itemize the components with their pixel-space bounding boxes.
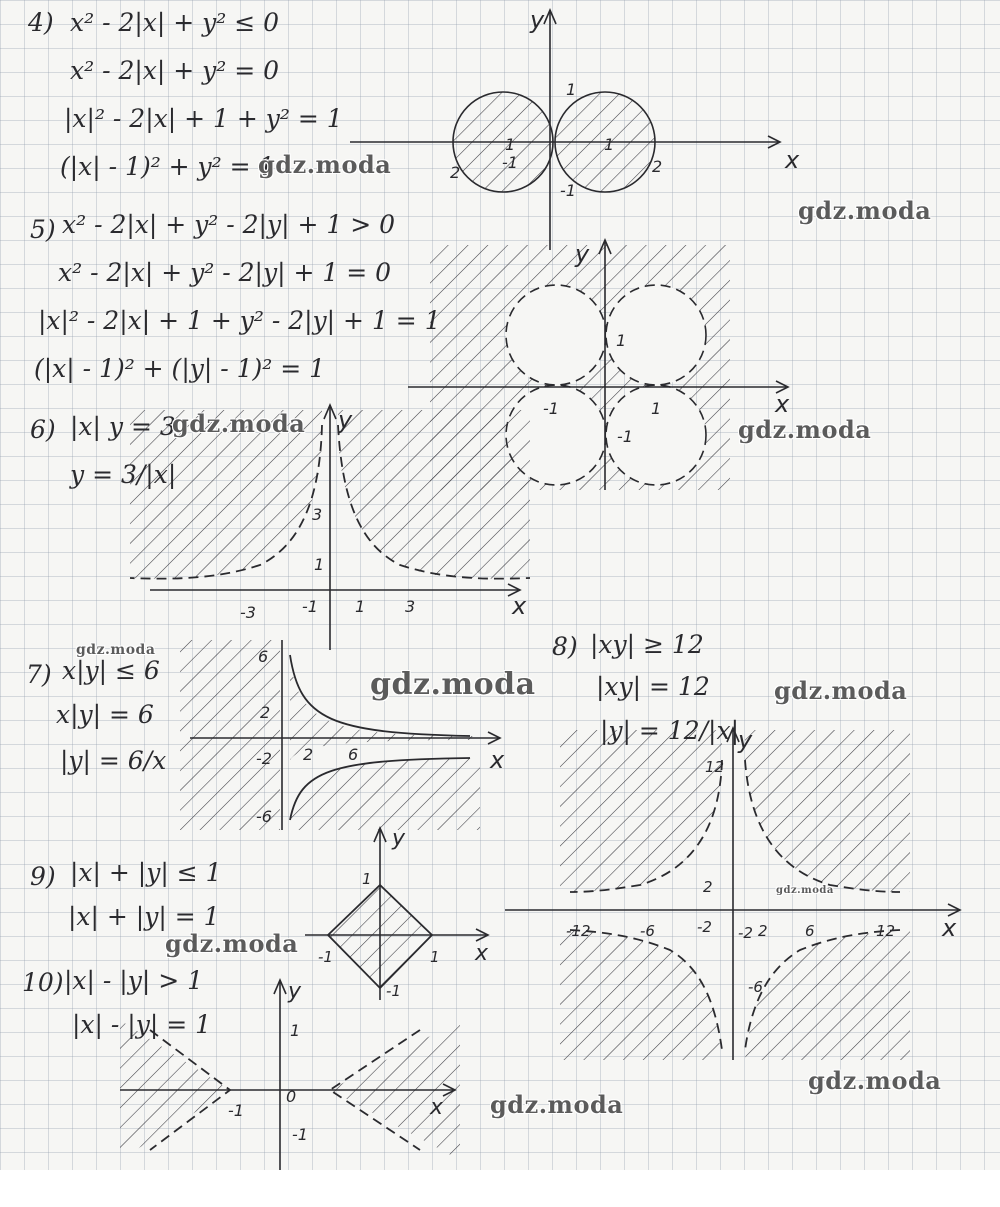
problem-4-line-4: (|x| - 1)² + y² = 1 [60,152,275,181]
problem-4-label: 4) [28,8,54,37]
tick-label: 2 [758,922,768,940]
graph-problem-10 [120,979,460,1170]
tick-label: -1 [228,1101,244,1120]
tick-label: 1 [616,331,627,350]
tick-label: -3 [240,603,256,622]
tick-label: 1 [604,135,615,154]
tick-label: -2 [256,749,272,768]
problem-5-line-1: x² - 2|x| + y² - 2|y| + 1 > 0 [62,210,396,239]
watermark-logo: gdz.moda [808,1066,942,1095]
problem-9-line-1: |x| + |y| ≤ 1 [70,858,222,887]
tick-label: 1 [566,80,577,99]
tick-label: 2 [450,163,461,182]
graph-problem-9 [305,826,489,1000]
tick-label: 1 [362,870,372,888]
hatched-region-upper-right [745,730,910,892]
watermark-logo: gdz.moda [370,667,536,702]
tick-label: 2 [260,703,271,722]
hatched-region-lower-right [745,930,910,1060]
axis-label-x: x [785,146,800,174]
tick-label: -1 [502,153,518,172]
problem-10-label: 10) [22,968,64,997]
problem-6-line-2: y = 3/|x| [70,460,177,489]
tick-label: 2 [303,745,314,764]
tick-label: -2 [697,918,712,936]
tick-label: -1 [617,427,633,446]
tick-label: -1 [302,597,318,616]
axis-label-x: x [430,1095,444,1120]
problem-4-line-1: x² - 2|x| + y² ≤ 0 [70,8,280,37]
tick-label: 2 [652,157,663,176]
watermark-logo: gdz.moda [490,1090,624,1119]
problem-9-label: 9) [30,862,56,891]
problem-5-line-3: |x|² - 2|x| + 1 + y² - 2|y| + 1 = 1 [38,306,441,335]
tick-label: -6 [256,807,272,826]
problem-9-line-2: |x| + |y| = 1 [68,902,220,931]
problem-6-line-1: |x| y = 3 [70,412,176,441]
axis-label-x: x [490,746,505,774]
watermark-logo: gdz.moda [774,676,908,705]
tick-label: -6 [748,978,763,996]
problem-8-line-2: |xy| = 12 [596,672,710,701]
problem-5-line-4: (|x| - 1)² + (|y| - 1)² = 1 [34,354,326,383]
graph-problem-8 [505,726,960,1060]
tick-label: 1 [290,1021,301,1040]
tick-label: 1 [430,948,440,966]
tick-label: 1 [505,135,516,154]
axis-label-x: x [942,914,957,942]
axis-label-y: y [575,240,590,268]
hatched-region-upper-left [560,730,725,892]
axis-label-x: x [475,941,489,966]
problem-7-label: 7) [26,660,52,689]
watermark-logo: gdz.moda [172,409,306,438]
axis-label-y: y [738,726,753,754]
tick-label: -1 [292,1125,308,1144]
tick-label: -2 [738,924,753,942]
tick-label: 1 [651,399,662,418]
page-bottom-margin [0,1170,1000,1207]
graph-problem-6 [130,405,530,650]
tick-label: 6 [805,922,815,940]
axis-label-y: y [338,406,353,434]
tick-label: 6 [348,745,359,764]
watermark-logo: gdz.moda [776,885,834,896]
problem-6-label: 6) [30,415,56,444]
watermark-logo: gdz.moda [738,415,872,444]
problem-10-line-1: |x| - |y| > 1 [64,966,204,995]
tick-label: 12 [705,758,725,776]
graph-problem-4 [350,6,800,250]
problem-5-line-2: x² - 2|x| + y² - 2|y| + 1 = 0 [58,258,392,287]
watermark-logo: gdz.moda [165,929,299,958]
problem-7-line-1: x|y| ≤ 6 [62,656,160,685]
hatched-region-right [338,410,530,579]
tick-label: 2 [703,878,713,896]
tick-label: 6 [258,647,269,666]
axis-label-y: y [288,979,302,1004]
tick-label: 3 [312,505,323,524]
problem-8-label: 8) [552,632,578,661]
tick-label: 1 [355,597,366,616]
watermark-logo: gdz.moda [258,150,392,179]
problem-4-line-3: |x|² - 2|x| + 1 + y² = 1 [64,104,343,133]
problem-10-line-2: |x| - |y| = 1 [72,1010,212,1039]
axis-label-y: y [530,6,545,34]
problem-4-line-2: x² - 2|x| + y² = 0 [70,56,280,85]
watermark-logo: gdz.moda [798,196,932,225]
hatched-region-lower-left [560,930,722,1060]
tick-label: -6 [640,922,655,940]
tick-label: -1 [318,948,333,966]
tick-label: 3 [405,597,416,616]
tick-label: -12 [566,922,591,940]
tick-label: -1 [543,399,559,418]
tick-label: 12 [876,922,896,940]
problem-7-line-2: x|y| = 6 [56,700,154,729]
tick-label: 1 [314,555,325,574]
watermark-logo: gdz.moda [76,642,156,658]
tick-label: 0 [286,1087,297,1106]
problem-7-line-3: |y| = 6/x [60,746,167,775]
problem-8-line-3: |y| = 12/|x| [600,716,739,745]
hatched-region-left [180,640,280,830]
tick-label: -1 [560,181,576,200]
axis-label-x: x [512,592,527,620]
tick-label: -1 [386,982,401,1000]
axis-label-y: y [392,826,406,851]
problem-5-label: 5) [30,215,56,244]
axis-label-x: x [775,390,790,418]
problem-8-line-1: |xy| ≥ 12 [590,630,704,659]
